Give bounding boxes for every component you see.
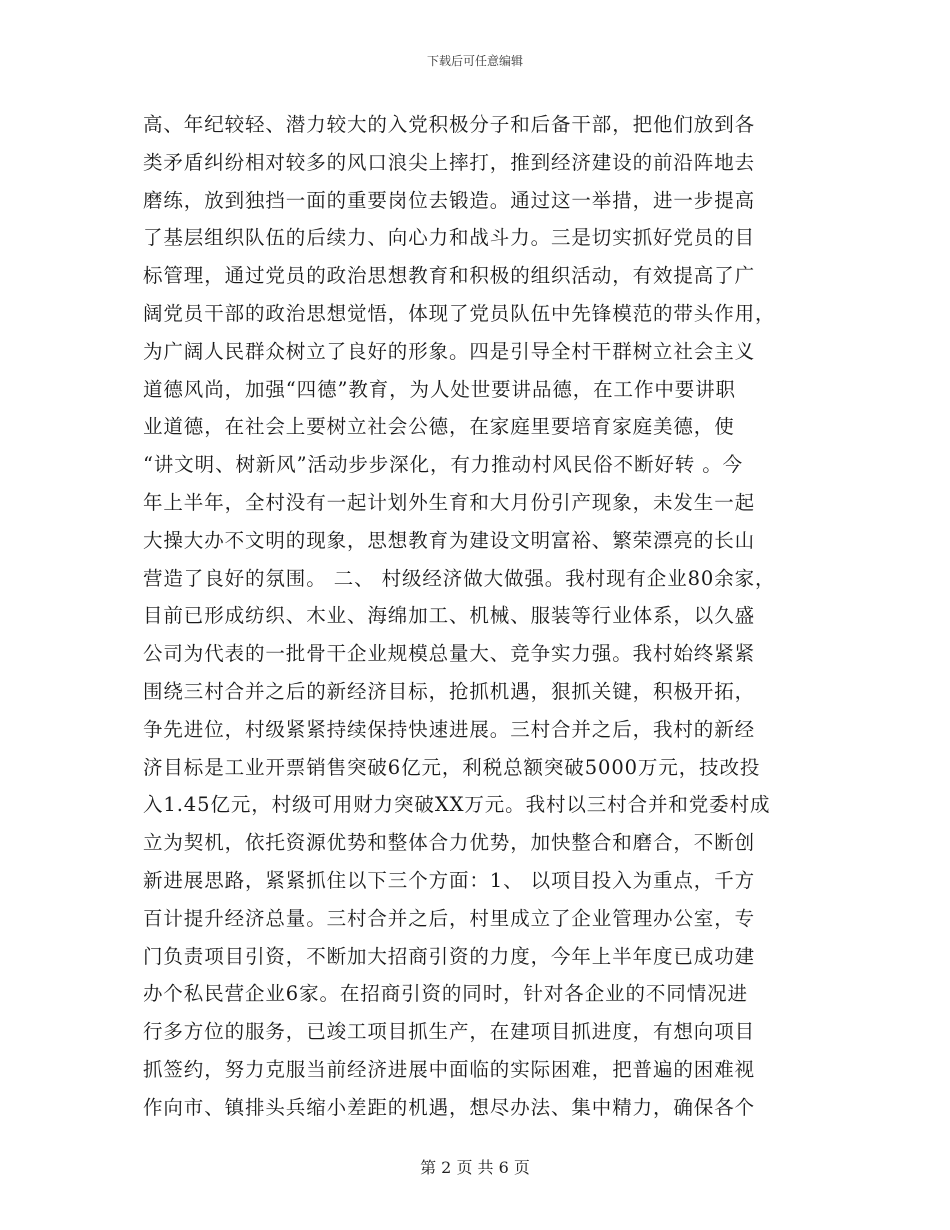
text-line: 抓签约，努力克服当前经济进展中面临的实际困难，把普遍的困难视: [143, 1057, 756, 1081]
text-line: 百计提升经济总量。三村合并之后，村里成立了企业管理办公室，专: [143, 906, 756, 930]
text-line: “讲文明、树新风”活动步步深化，有力推动村风民俗不断好转 。今: [143, 453, 744, 477]
text-line: 大操大办不文明的现象，思想教育为建设文明富裕、繁荣漂亮的长山: [143, 528, 756, 552]
text-line: 新进展思路，紧紧抓住以下三个方面：1、 以项目投入为重点，千方: [143, 868, 756, 892]
text-line: 入1.45亿元，村级可用财力突破XX万元。我村以三村合并和党委村成: [143, 793, 771, 817]
text-line: 年上半年，全村没有一起计划外生育和大月份引产现象，未发生一起: [143, 490, 756, 514]
text-line: 行多方位的服务，已竣工项目抓生产，在建项目抓进度，有想向项目: [143, 1020, 756, 1044]
text-line: 类矛盾纠纷相对较多的风口浪尖上摔打，推到经济建设的前沿阵地去: [143, 150, 756, 174]
text-line: 立为契机，依托资源优势和整体合力优势，加快整合和磨合，不断创: [143, 831, 756, 855]
document-body: [143, 106, 815, 1127]
text-line: 道德风尚，加强“四德”教育，为人处世要讲品德，在工作中要讲职: [143, 377, 736, 401]
page-header-note: 下载后可任意编辑: [426, 54, 523, 68]
text-line: 公司为代表的一批骨干企业规模总量大、竞争实力强。我村始终紧紧: [143, 642, 756, 666]
text-line: 营造了良好的氛围。 二、 村级经济做大做强。我村现有企业80余家，: [143, 566, 776, 590]
text-line: 阔党员干部的政治思想觉悟，体现了党员队伍中先锋模范的带头作用，: [143, 301, 776, 325]
text-line: 办个私民营企业6家。在招商引资的同时，针对各企业的不同情况进: [143, 982, 748, 1006]
text-line: 目前已形成纺织、木业、海绵加工、机械、服装等行业体系，以久盛: [143, 604, 756, 628]
text-line: 济目标是工业开票销售突破6亿元，利税总额突破5000万元，技改投: [143, 755, 761, 779]
text-line: 围绕三村合并之后的新经济目标，抢抓机遇，狠抓关键，积极开拓，: [143, 679, 756, 703]
text-line: 磨练，放到独挡一面的重要岗位去锻造。通过这一举措，进一步提高: [143, 188, 756, 212]
text-line: 门负责项目引资，不断加大招商引资的力度，今年上半年度已成功建: [143, 944, 756, 968]
text-line: 争先进位，村级紧紧持续保持快速进展。三村合并之后，我村的新经: [143, 717, 756, 741]
text-line: 标管理，通过党员的政治思想教育和积极的组织活动，有效提高了广: [143, 264, 756, 288]
text-line: 为广阔人民群众树立了良好的形象。四是引导全村干群树立社会主义: [143, 339, 756, 363]
text-line: 了基层组织队伍的后续力、向心力和战斗力。三是切实抓好党员的目: [143, 226, 756, 250]
text-line: 作向市、镇排头兵缩小差距的机遇，想尽办法、集中精力，确保各个: [143, 1095, 756, 1119]
page-number-footer: 第 2 页 共 6 页: [420, 1158, 530, 1177]
text-line: 业道德，在社会上要树立社会公德，在家庭里要培育家庭美德，使: [143, 415, 735, 439]
text-line: 高、年纪较轻、潜力较大的入党积极分子和后备干部，把他们放到各: [143, 113, 756, 136]
